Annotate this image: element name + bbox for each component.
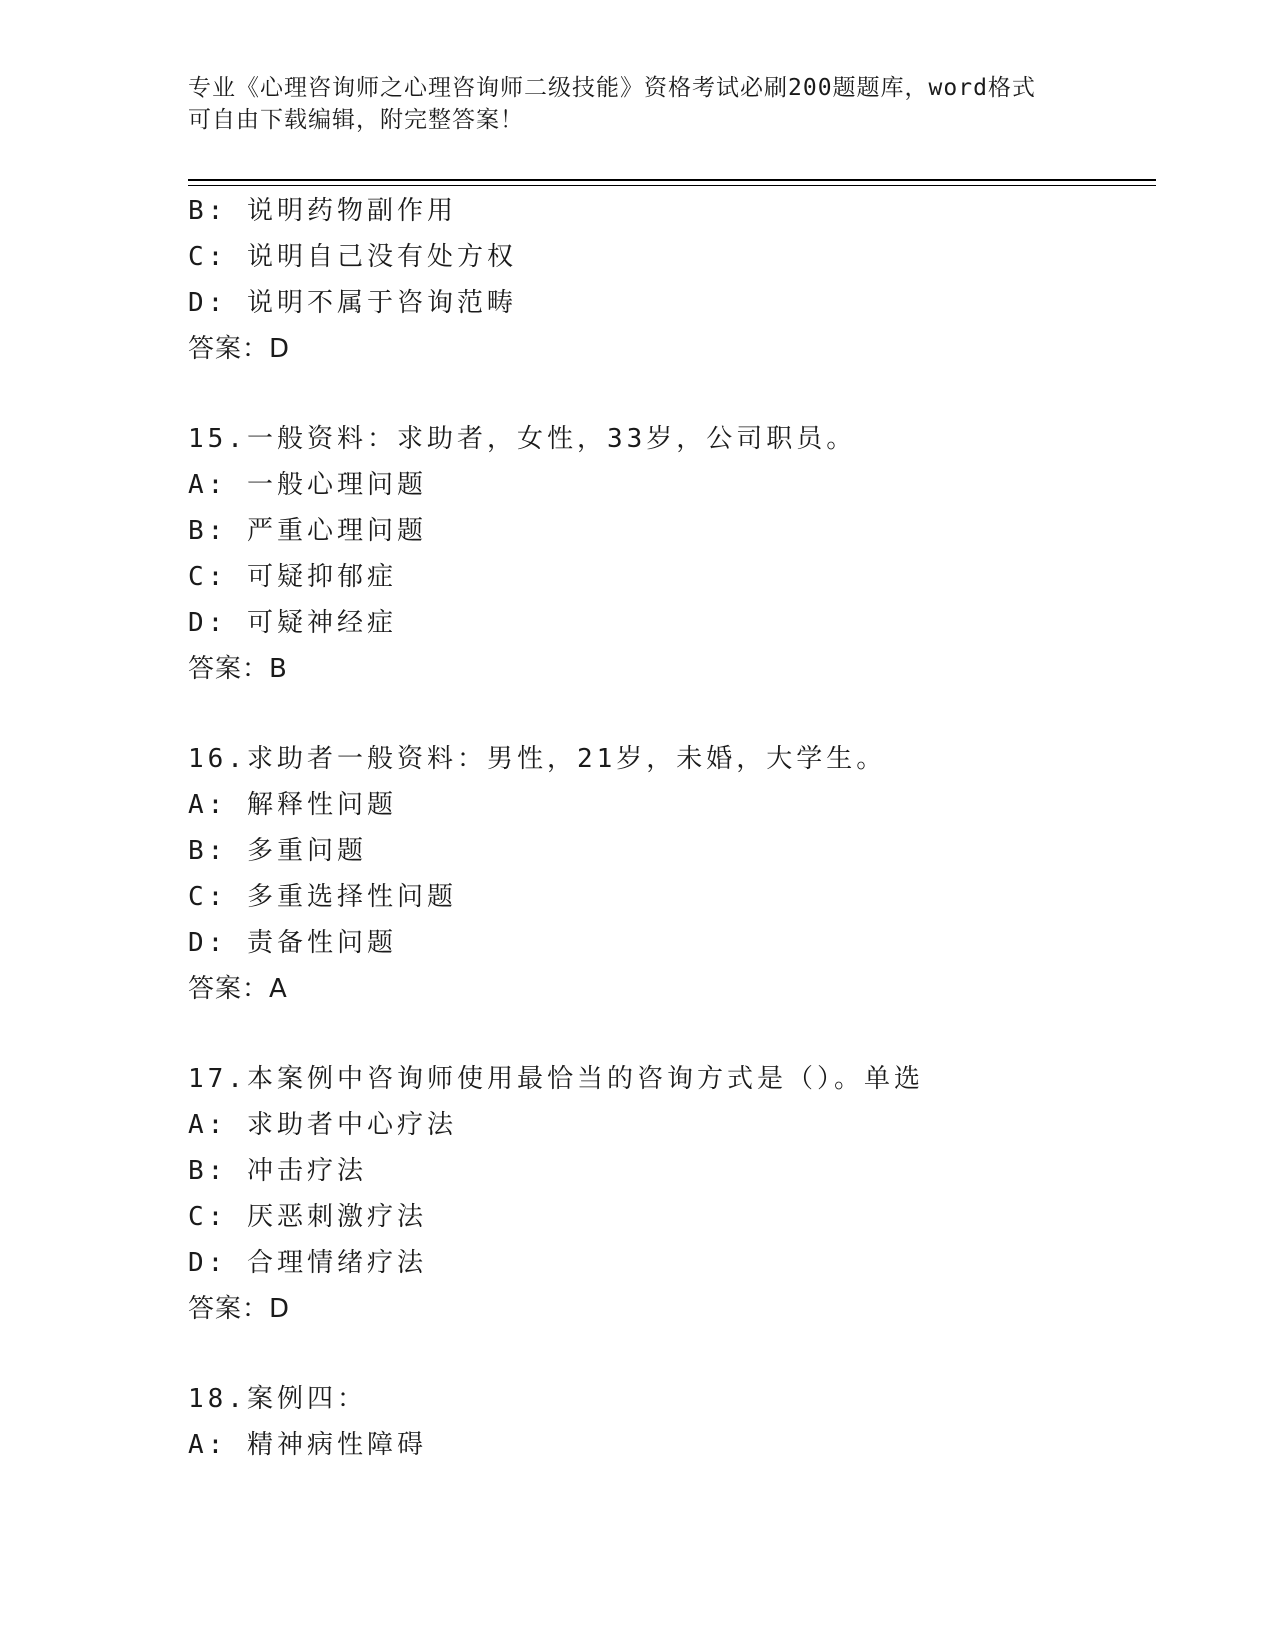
question-15-block (188, 416, 1156, 692)
question-16-text: 16.求助者一般资料：男性，21岁，未婚，大学生。 (188, 744, 887, 774)
question-14-option-d: D: 说明不属于咨询范畴 (188, 288, 517, 318)
header-divider-thin (188, 185, 1156, 186)
question-15-option-c: C: 可疑抑郁症 (188, 562, 397, 592)
question-16-option-d: D: 责备性问题 (188, 928, 397, 958)
question-17-option-b: B: 冲击疗法 (188, 1156, 367, 1186)
question-18-text: 18.案例四： (188, 1384, 367, 1414)
question-14-option-c: C: 说明自己没有处方权 (188, 242, 517, 272)
question-15-option-d: D: 可疑神经症 (188, 608, 397, 638)
question-17-option-a: A: 求助者中心疗法 (188, 1110, 457, 1140)
question-17-answer: 答案：D (188, 1294, 291, 1324)
question-14-option-b: B: 说明药物副作用 (188, 196, 457, 226)
question-18-option-a: A: 精神病性障碍 (188, 1430, 427, 1460)
question-16-answer: 答案：A (188, 974, 288, 1004)
question-15-answer: 答案：B (188, 654, 288, 684)
question-17-option-d: D: 合理情绪疗法 (188, 1248, 427, 1278)
header-divider-thick (188, 179, 1156, 181)
question-17-block (188, 1056, 1156, 1332)
header-line-2: 可自由下载编辑，附完整答案！ (188, 107, 524, 133)
question-15-option-a: A: 一般心理问题 (188, 470, 427, 500)
question-16-option-a: A: 解释性问题 (188, 790, 397, 820)
header-line-1: 专业《心理咨询师之心理咨询师二级技能》资格考试必刷200题题库，word格式 (188, 75, 1036, 101)
question-16-block (188, 736, 1156, 1012)
question-17-text: 17.本案例中咨询师使用最恰当的咨询方式是（）。单选 (188, 1064, 924, 1094)
question-15-option-b: B: 严重心理问题 (188, 516, 427, 546)
question-18-block (188, 1376, 1156, 1468)
question-17-option-c: C: 厌恶刺激疗法 (188, 1202, 427, 1232)
question-14-block (188, 188, 1156, 372)
question-16-option-b: B: 多重问题 (188, 836, 367, 866)
question-15-text: 15.一般资料：求助者，女性，33岁，公司职员。 (188, 424, 857, 454)
question-16-option-c: C: 多重选择性问题 (188, 882, 457, 912)
question-list (188, 188, 1156, 1468)
document-header (188, 72, 1068, 136)
question-14-answer: 答案：D (188, 334, 291, 364)
